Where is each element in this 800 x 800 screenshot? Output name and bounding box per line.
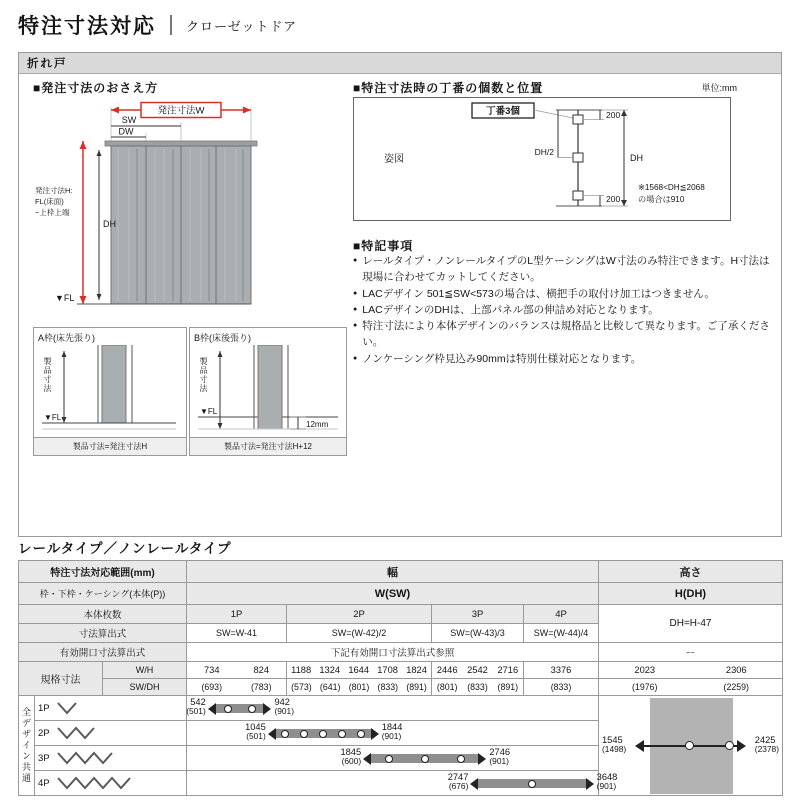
- frame-b-product-dim-label: 製品寸法: [199, 357, 208, 393]
- range-bar-cell-4p: 2747 (676) 3648 (901): [187, 771, 599, 796]
- formula-1p-cell: SW=W-41: [187, 624, 287, 643]
- std-swdh-2p: (573) (641) (801) (833) (891): [287, 679, 432, 696]
- opening-value-cell: 下記有効開口寸法算出式参照: [187, 643, 599, 662]
- fl-mark: ▼FL: [55, 293, 75, 303]
- hinge-dim-mid: DH/2: [534, 147, 554, 157]
- note-text: レールタイプ・ノンレールタイプのL型ケーシングはW寸法のみ特注できます。H寸法は現場に合わせてカットしてください。: [362, 255, 770, 284]
- frame-b-drawing: [190, 345, 344, 437]
- bullet-icon: ●: [353, 322, 358, 330]
- range-row-label-2p: 2P: [35, 721, 187, 746]
- bullet-icon: ●: [353, 354, 358, 362]
- common-label-cell: [19, 696, 35, 796]
- note-item: [353, 302, 779, 318]
- panel-4p-cell: 4P: [524, 605, 599, 624]
- note-item: [353, 351, 779, 367]
- standard-label-cell: 規格寸法: [19, 662, 103, 696]
- range-row-label-3p: 3P: [35, 746, 187, 771]
- dim-label-order-w: 発注寸法W: [157, 105, 205, 117]
- hinge-diagram: [354, 98, 728, 218]
- bullet-icon: ●: [353, 289, 358, 297]
- std-wh-1p: 734 824: [187, 662, 287, 679]
- height-range-cell: [599, 696, 783, 796]
- standard-size-dot: [224, 705, 232, 713]
- fold-door-icon-1p: [55, 700, 81, 716]
- note-text: LACデザインのDHは、上部パネル部の伸詰め対応となります。: [362, 303, 659, 316]
- frame-b-title: B枠(床後張り): [194, 333, 251, 343]
- hinge-note-2: の場合は910: [638, 195, 685, 204]
- range-row-label-1p: 1P: [35, 696, 187, 721]
- range-bar-cell-2p: 1045 (501) 1844 (901): [187, 721, 599, 746]
- standard-size-dot: [725, 741, 734, 750]
- hinge-count-label: 丁番3個: [486, 106, 520, 117]
- frame-a-title: A枠(床先張り): [38, 333, 95, 343]
- hinge-dim-top: 200: [606, 110, 621, 120]
- standard-size-dot: [248, 705, 256, 713]
- height-formula-cell: DH=H-47: [599, 605, 783, 643]
- range-bar-cell-3p: 1845 (600) 2746 (901): [187, 746, 599, 771]
- frame-a-caption: 製品寸法=発注寸法H: [34, 437, 186, 455]
- range-bar-1p: [216, 704, 264, 713]
- frame-a-fl-mark: ▼FL: [44, 413, 62, 422]
- door-elevation-figure: [33, 97, 358, 328]
- panel-1p-cell: 1P: [187, 605, 287, 624]
- height-range-graphic: 1545 (1498) 2425 (2378): [599, 698, 782, 794]
- note-item: [353, 253, 779, 286]
- note-text: ノンケーシング枠見込み90mmは特別仕様対応となります。: [362, 352, 642, 365]
- standard-sizes-table: [18, 661, 783, 696]
- range-bar-4p: [478, 779, 585, 788]
- note-item: [353, 286, 779, 302]
- dim-label-order-h-3: ~上枠上端: [35, 208, 70, 217]
- height-header-cell: 高さ: [599, 561, 783, 583]
- rail-type-section-title: レールタイプ／ノンレールタイプ: [18, 541, 232, 556]
- frame-a-drawing: [34, 345, 184, 437]
- std-wh-2p: 1188 1324 1644 1708 1824: [287, 662, 432, 679]
- opening-height-cell: ー: [599, 643, 783, 662]
- panel-3p-cell: 3P: [432, 605, 524, 624]
- wh-label-cell: W/H: [103, 662, 187, 679]
- dimension-table-upper: [18, 560, 783, 662]
- panel-2p-cell: 2P: [287, 605, 432, 624]
- standard-size-dot: [685, 741, 694, 750]
- size-range-table: [18, 695, 783, 796]
- hinge-dim-total: DH: [630, 153, 643, 163]
- fold-door-icon-3p: [55, 750, 117, 766]
- dim-label-dh: DH: [103, 219, 116, 229]
- swdh-label-cell: SW/DH: [103, 679, 187, 696]
- frame-a-product-dim-label: 製品寸法: [43, 357, 52, 393]
- figure-label: 姿図: [384, 154, 404, 165]
- std-swdh-3p: (801) (833) (891): [432, 679, 524, 696]
- std-wh-4p: 3376: [524, 662, 599, 679]
- frame-b-detail: [189, 327, 347, 456]
- fold-door-icon-2p: [55, 725, 99, 741]
- std-wh-3p: 2446 2542 2716: [432, 662, 524, 679]
- formula-label-cell: 寸法算出式: [19, 624, 187, 643]
- frame-a-diagram: [34, 345, 186, 437]
- formula-2p-cell: SW=(W-42)/2: [287, 624, 432, 643]
- page-subtitle: クローゼットドア: [186, 18, 298, 34]
- range-bar-2p: [276, 729, 371, 738]
- range-row-label-4p: 4P: [35, 771, 187, 796]
- page-title: 特注寸法対応: [18, 15, 156, 38]
- dim-label-order-h-2: FL(床面): [35, 197, 64, 206]
- hinge-note-1: ※1568<DH≦2068: [638, 183, 705, 192]
- std-swdh-1p: (693) (783): [187, 679, 287, 696]
- door-type-tab: [19, 53, 781, 74]
- h-formula-header-cell: H(DH): [599, 583, 783, 605]
- note-text: 特注寸法により本体デザインのバランスは規格品と比較して異なります。ご了承ください。: [362, 320, 770, 349]
- range-header-cell: 特注寸法対応範囲(mm): [19, 561, 187, 583]
- note-item: [353, 318, 779, 351]
- formula-3p-cell: SW=(W-43)/3: [432, 624, 524, 643]
- header-divider: [170, 15, 172, 35]
- hinge-dim-bottom: 200: [606, 194, 621, 204]
- door-elevation-diagram: [33, 97, 358, 323]
- std-swdh-4p: (833): [524, 679, 599, 696]
- spec-panel: [18, 52, 782, 537]
- unit-label: 単位:mm: [701, 83, 737, 93]
- range-bar-3p: [371, 754, 478, 763]
- frame-a-detail: [33, 327, 187, 456]
- notes-heading: ■特記事項: [353, 239, 414, 253]
- door-type-label: 折れ戸: [27, 58, 68, 70]
- std-swdh-h: (1976) (2259): [599, 679, 783, 696]
- hinge-figure: [353, 97, 731, 221]
- dim-label-sw: SW: [121, 115, 137, 125]
- range-bar-cell-1p: 542 (501) 942 (901): [187, 696, 599, 721]
- frame-b-gap-label: 12mm: [306, 420, 329, 429]
- dim-label-dw: DW: [118, 126, 134, 137]
- opening-label-cell: 有効開口寸法算出式: [19, 643, 187, 662]
- notes-list: [353, 253, 779, 367]
- w-formula-header-cell: W(SW): [187, 583, 599, 605]
- bullet-icon: ●: [353, 257, 358, 264]
- common-label: 全デザイン共通: [21, 707, 31, 784]
- formula-4p-cell: SW=(W-44)/4: [524, 624, 599, 643]
- target-label-cell: 枠・下枠・ケーシング(本体(P)): [19, 583, 187, 605]
- fold-door-icon-4p: [55, 775, 135, 791]
- note-text: LACデザイン 501≦SW<573の場合は、横把手の取付け加工はつきません。: [362, 287, 715, 300]
- std-wh-h: 2023 2306: [599, 662, 783, 679]
- order-dimension-heading: ■発注寸法のおさえ方: [33, 81, 159, 95]
- frame-b-diagram: [190, 345, 346, 437]
- panel-count-label-cell: 本体枚数: [19, 605, 187, 624]
- hinge-heading: ■特注寸法時の丁番の個数と位置: [353, 81, 544, 95]
- frame-b-caption: 製品寸法=発注寸法H+12: [190, 437, 346, 455]
- dimension-table: [18, 560, 782, 796]
- frame-b-fl-mark: ▼FL: [200, 407, 218, 416]
- bullet-icon: ●: [353, 305, 358, 313]
- width-header-cell: 幅: [187, 561, 599, 583]
- page-header: [18, 10, 297, 40]
- dim-label-order-h-1: 発注寸法H:: [35, 186, 73, 195]
